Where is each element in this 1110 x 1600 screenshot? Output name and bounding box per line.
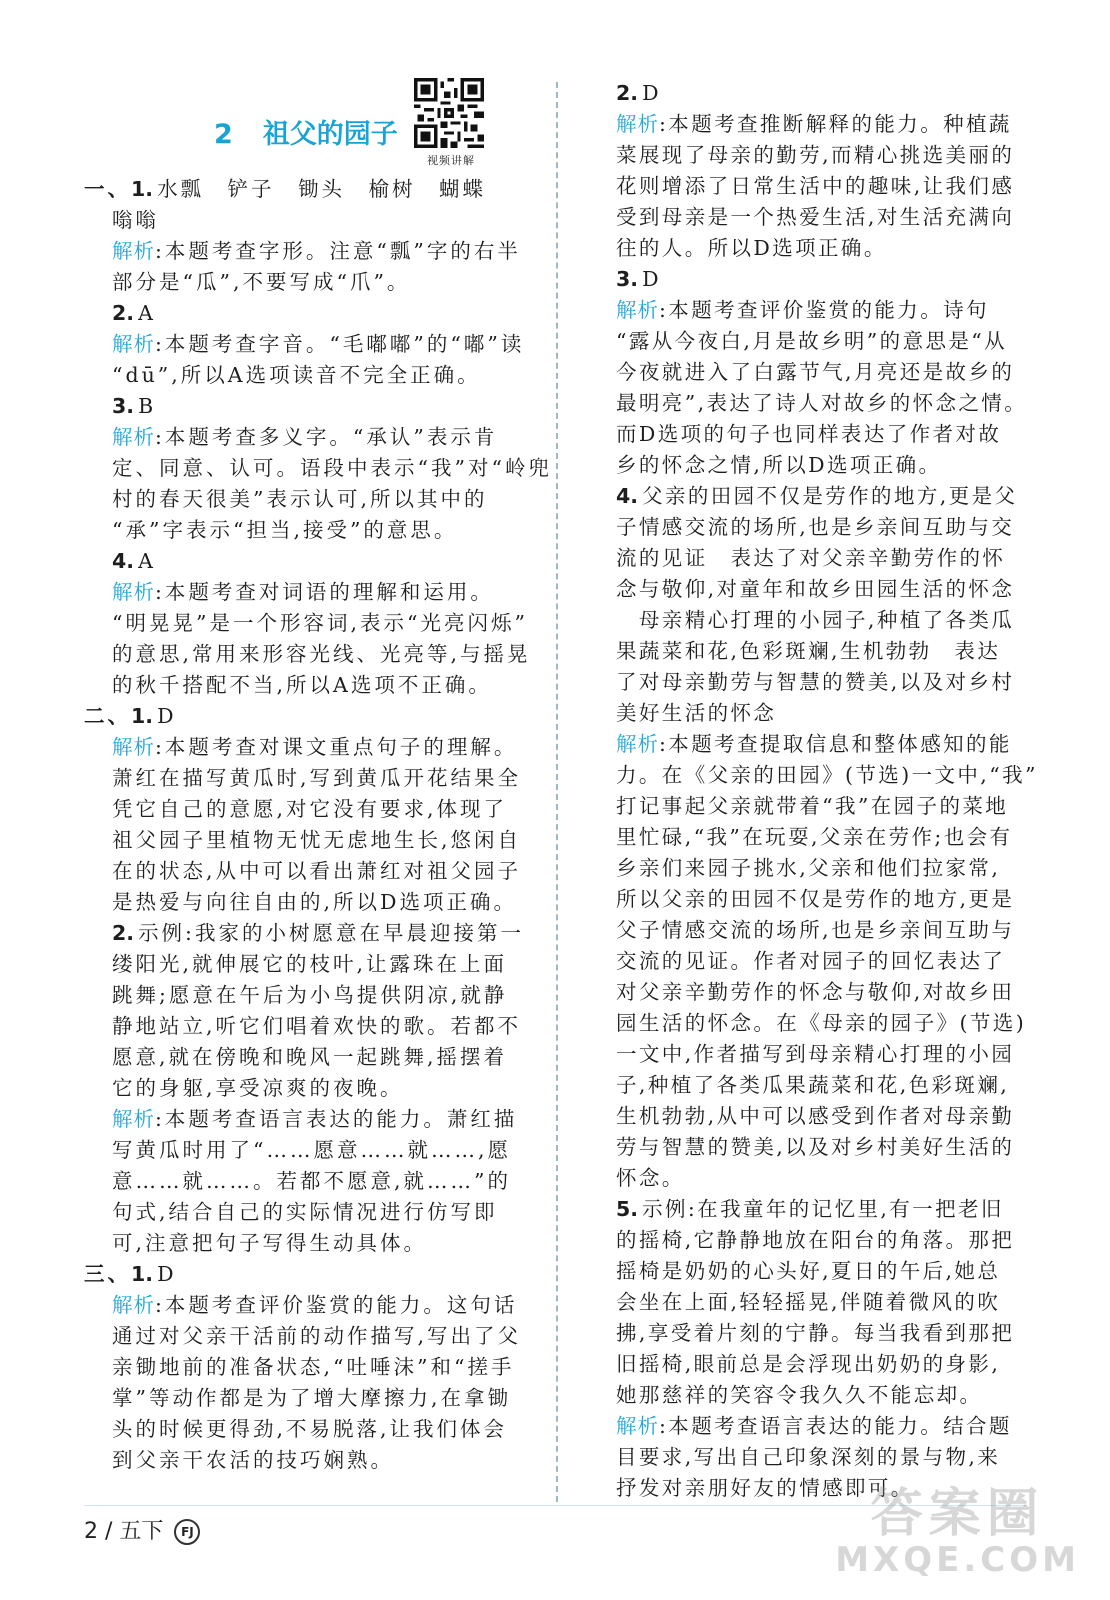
answer-line	[616, 667, 1040, 698]
answer-line	[84, 484, 544, 515]
answer-text: 对父亲辛勤劳作的怀念与敬仰,对故乡田	[616, 980, 1015, 1004]
question-number: 3.	[616, 267, 639, 291]
answer-text: A	[138, 549, 156, 573]
answer-line	[616, 636, 1040, 667]
answer-text: 花则增添了日常生活中的趣味,让我们感	[616, 174, 1015, 198]
answer-text: :本题考查对课文重点句子的理解。	[155, 735, 518, 759]
answer-text: :本题考查语言表达的能力。结合题	[659, 1414, 1012, 1438]
edition-badge-icon: FJ	[174, 1519, 200, 1545]
answer-text: 菜展现了母亲的勤劳,而精心挑选美丽的	[616, 143, 1015, 167]
right-answer-lines	[616, 78, 1040, 1504]
qr-caption: 视频讲解	[427, 154, 475, 167]
answer-line	[616, 1008, 1040, 1039]
grade-label: 五下	[119, 1519, 164, 1544]
section-marker: 一、	[84, 177, 131, 201]
answer-line	[84, 825, 544, 856]
question-number: 1.	[131, 704, 154, 728]
answer-text: 掌”等动作都是为了增大摩擦力,在拿锄	[112, 1386, 511, 1410]
answer-line	[84, 453, 552, 484]
answer-line	[616, 1225, 1040, 1256]
answer-line	[616, 1442, 1040, 1473]
answer-line	[616, 450, 1040, 481]
answer-text: 她那慈祥的笑容令我久久不能忘却。	[616, 1383, 983, 1407]
answer-line	[84, 701, 544, 732]
answer-line	[84, 329, 544, 360]
answer-text: D	[642, 81, 661, 105]
question-number: 2.	[616, 81, 639, 105]
answer-line	[616, 977, 1040, 1008]
answer-line	[84, 1073, 544, 1104]
answer-text: 写黄瓜时用了“……愿意……就……,愿	[112, 1138, 511, 1162]
answer-text: :本题考查多义字。“承认”表示肯	[155, 425, 498, 449]
answer-line	[616, 1380, 1040, 1411]
answer-line	[84, 763, 544, 794]
answer-text: 头的时候更得劲,不易脱落,让我们体会	[112, 1417, 508, 1441]
answer-text: 最明亮”,表达了诗人对故乡的怀念之情。	[616, 391, 1028, 415]
answer-line	[84, 639, 544, 670]
answer-text: 可,注意把句子写得生动具体。	[112, 1231, 428, 1255]
right-column	[616, 78, 1040, 1504]
answer-line	[616, 1256, 1040, 1287]
answer-text: 打记事起父亲就带着“我”在园子的菜地	[616, 794, 1009, 818]
question-number: 2.	[112, 301, 135, 325]
qr-code-icon	[414, 78, 484, 148]
answer-line	[616, 760, 1040, 791]
answer-line	[616, 1039, 1040, 1070]
answer-text: 一文中,作者描写到母亲精心打理的小园	[616, 1042, 1015, 1066]
analysis-tag: 解析	[112, 1293, 155, 1317]
answer-line	[616, 1163, 1040, 1194]
answer-text: 愿意,就在傍晚和晚风一起跳舞,摇摆着	[112, 1045, 508, 1069]
answer-text: 村的春天很美”表示认可,所以其中的	[112, 487, 488, 511]
answer-line	[616, 388, 1040, 419]
answer-text: 的秋千搭配不当,所以A选项不正确。	[112, 673, 492, 697]
left-column	[84, 78, 552, 1476]
site-watermark	[835, 1486, 1080, 1578]
answer-line	[616, 233, 1040, 264]
answer-line	[616, 946, 1040, 977]
answer-line	[616, 1101, 1040, 1132]
answer-text: 流的见证 表达了对父亲辛勤劳作的怀	[616, 546, 1006, 570]
answer-text: 的摇椅,它静静地放在阳台的角落。那把	[616, 1228, 1015, 1252]
answer-line	[84, 1197, 544, 1228]
answer-line	[84, 1290, 544, 1321]
answer-text: 今夜就进入了白露节气,月亮还是故乡的	[616, 360, 1015, 384]
answer-text: 交流的见证。作者对园子的回忆表达了	[616, 949, 1006, 973]
answer-line	[84, 794, 544, 825]
lesson-number: 2	[214, 119, 233, 150]
answer-line	[84, 887, 544, 918]
answer-line	[616, 1070, 1040, 1101]
answer-line	[616, 543, 1040, 574]
answer-text: 园生活的怀念。在《母亲的园子》(节选)	[616, 1011, 1027, 1035]
answer-line	[616, 574, 1040, 605]
answer-text: 定、同意、认可。语段中表示“我”对“岭兜	[112, 456, 552, 480]
section-marker: 二、	[84, 704, 131, 728]
answer-text: D	[642, 267, 661, 291]
answer-line	[84, 670, 544, 701]
answer-text: 果蔬菜和花,色彩斑斓,生机勃勃 表达	[616, 639, 1001, 663]
answer-text: 通过对父亲干活前的动作描写,写出了父	[112, 1324, 522, 1348]
answer-line	[616, 1349, 1040, 1380]
answer-line	[616, 884, 1040, 915]
answer-line	[84, 1383, 544, 1414]
answer-line	[84, 1104, 544, 1135]
answer-line	[616, 419, 1040, 450]
answer-line	[616, 295, 1040, 326]
answer-line	[616, 1287, 1040, 1318]
answer-line	[616, 109, 1040, 140]
answer-text: 劳与智慧的赞美,以及对乡村美好生活的	[616, 1135, 1015, 1159]
answer-text: 凭它自己的意愿,对它没有要求,体现了	[112, 797, 508, 821]
answer-line	[84, 577, 544, 608]
answer-text: :本题考查提取信息和整体感知的能	[659, 732, 1012, 756]
answer-text: :本题考查评价鉴赏的能力。这句话	[155, 1293, 518, 1317]
answer-text: 句式,结合自己的实际情况进行仿写即	[112, 1200, 498, 1224]
answer-text: :本题考查字音。“毛嘟嘟”的“嘟”读	[155, 332, 525, 356]
answer-text: 父亲的田园不仅是劳作的地方,更是父	[642, 484, 1018, 508]
answer-line	[84, 1445, 544, 1476]
answer-line	[616, 512, 1040, 543]
answer-text: 生机勃勃,从中可以感受到作者对母亲勤	[616, 1104, 1015, 1128]
answer-line	[84, 236, 544, 267]
answer-text: 部分是“瓜”,不要写成“爪”。	[112, 270, 411, 294]
answer-text: 嗡嗡	[112, 208, 159, 232]
analysis-tag: 解析	[112, 735, 155, 759]
answer-line	[616, 140, 1040, 171]
answer-text: “明晃晃”是一个形容词,表示“光亮闪烁”	[112, 611, 528, 635]
question-number: 2.	[112, 921, 135, 945]
lesson-header	[84, 78, 544, 172]
answer-line	[616, 202, 1040, 233]
answer-line	[84, 1166, 544, 1197]
section-marker: 三、	[84, 1262, 131, 1286]
question-number: 5.	[616, 1197, 639, 1221]
analysis-tag: 解析	[112, 239, 155, 263]
watermark-url: MXQE.COM	[835, 1540, 1080, 1580]
answer-text: :本题考查对词语的理解和运用。	[155, 580, 494, 604]
answer-text: 而D选项的句子也同样表达了作者对故	[616, 422, 1002, 446]
answer-text: 跳舞;愿意在午后为小鸟提供阴凉,就静	[112, 983, 508, 1007]
answer-line	[84, 267, 544, 298]
answer-text: 是热爱与向往自由的,所以D选项正确。	[112, 890, 517, 914]
answer-text: :本题考查评价鉴赏的能力。诗句	[659, 298, 989, 322]
question-number: 4.	[112, 549, 135, 573]
answer-line	[84, 174, 544, 205]
answer-text: 水瓢 铲子 锄头 榆树 蝴蝶	[157, 177, 487, 201]
answer-text: 受到母亲是一个热爱生活,对生活充满向	[616, 205, 1015, 229]
answer-text: 力。在《父亲的田园》(节选)一文中,“我”	[616, 763, 1038, 787]
answer-text: 乡的怀念之情,所以D选项正确。	[616, 453, 942, 477]
answer-line	[84, 298, 544, 329]
answer-text: 怀念。	[616, 1166, 685, 1190]
answer-line	[84, 608, 544, 639]
answer-text: 了对母亲勤劳与智慧的赞美,以及对乡村	[616, 670, 1015, 694]
footer-separator: /	[105, 1519, 113, 1544]
answer-text: “露从今夜白,月是故乡明”的意思是“从	[616, 329, 1008, 353]
question-number: 1.	[131, 177, 154, 201]
answer-line	[84, 1259, 544, 1290]
answer-line	[616, 78, 1040, 109]
answer-text: 亲锄地前的准备状态,“吐唾沫”和“搓手	[112, 1355, 515, 1379]
answer-text: 会坐在上面,轻轻摇晃,伴随着微风的吹	[616, 1290, 1001, 1314]
answer-text: :本题考查字形。注意“瓢”字的右半	[155, 239, 521, 263]
answer-line	[616, 791, 1040, 822]
answer-line	[84, 546, 544, 577]
answer-text: D	[157, 704, 177, 728]
analysis-tag: 解析	[616, 298, 659, 322]
answer-text: 萧红在描写黄瓜时,写到黄瓜开花结果全	[112, 766, 522, 790]
answer-line	[84, 918, 544, 949]
answer-text: 示例:在我童年的记忆里,有一把老旧	[642, 1197, 1004, 1221]
answer-line	[84, 732, 544, 763]
answer-line	[84, 949, 544, 980]
answer-text: 所以父亲的田园不仅是劳作的地方,更是	[616, 887, 1015, 911]
question-number: 4.	[616, 484, 639, 508]
answer-text: “承”字表示“担当,接受”的意思。	[112, 518, 458, 542]
answer-text: 美好生活的怀念	[616, 701, 777, 725]
answer-text: 意……就……。若都不愿意,就……”的	[112, 1169, 511, 1193]
answer-line	[84, 1352, 544, 1383]
answer-line	[616, 481, 1040, 512]
answer-line	[84, 1011, 544, 1042]
answer-text: 抒发对亲朋好友的情感即可。	[616, 1476, 914, 1500]
analysis-tag: 解析	[616, 1414, 659, 1438]
answer-text: 父子情感交流的场所,也是乡亲间互助与	[616, 918, 1015, 942]
answer-line	[616, 1194, 1040, 1225]
question-number: 3.	[112, 394, 135, 418]
answer-text: A	[138, 301, 156, 325]
answer-text: :本题考查推断解释的能力。种植蔬	[659, 112, 1012, 136]
answer-line	[616, 698, 1040, 729]
analysis-tag: 解析	[616, 112, 659, 136]
answer-text: 往的人。所以D选项正确。	[616, 236, 887, 260]
answer-text: 示例:我家的小树愿意在早晨迎接第一	[138, 921, 524, 945]
answer-text: 到父亲干农活的技巧娴熟。	[112, 1448, 394, 1472]
answer-text: 静地站立,听它们唱着欢快的歌。若都不	[112, 1014, 522, 1038]
analysis-tag: 解析	[112, 1107, 155, 1131]
watermark-logo-text: 答案圈	[870, 1484, 1045, 1544]
answer-text: 子情感交流的场所,也是乡亲间互助与交	[616, 515, 1015, 539]
analysis-tag: 解析	[112, 332, 155, 356]
answer-text: 它的身躯,享受凉爽的夜晚。	[112, 1076, 404, 1100]
answer-text: 目要求,写出自己印象深刻的景与物,来	[616, 1445, 1001, 1469]
answer-line	[84, 360, 544, 391]
answer-line	[84, 1414, 544, 1445]
qr-code[interactable]	[414, 78, 488, 168]
answer-line	[616, 326, 1040, 357]
lesson-name: 祖父的园子	[262, 119, 398, 150]
answer-line	[84, 1321, 544, 1352]
answer-line	[84, 1228, 544, 1259]
answer-text: 缕阳光,就伸展它的枝叶,让露珠在上面	[112, 952, 508, 976]
answer-text: :本题考查语言表达的能力。萧红描	[155, 1107, 518, 1131]
answer-line	[84, 1042, 544, 1073]
answer-line	[616, 853, 1040, 884]
answer-line	[616, 1318, 1040, 1349]
answer-line	[616, 357, 1040, 388]
answer-text: 念与敬仰,对童年和故乡田园生活的怀念	[616, 577, 1015, 601]
answer-line	[616, 605, 1040, 636]
answer-line	[616, 1411, 1040, 1442]
answer-line	[84, 1135, 544, 1166]
answer-text: 在的状态,从中可以看出萧红对祖父园子	[112, 859, 522, 883]
answer-line	[616, 1132, 1040, 1163]
answer-line	[84, 515, 544, 546]
answer-line	[616, 171, 1040, 202]
page-number: 2	[84, 1519, 98, 1544]
answer-line	[84, 856, 544, 887]
answer-line	[84, 205, 544, 236]
answer-text: 祖父园子里植物无忧无虑地生长,悠闲自	[112, 828, 522, 852]
answer-line	[616, 729, 1040, 760]
answer-text: 旧摇椅,眼前总是会浮现出奶奶的身影,	[616, 1352, 1001, 1376]
answer-text: 摇椅是奶奶的心头好,夏日的午后,她总	[616, 1259, 1001, 1283]
answer-text: 拂,享受着片刻的宁静。每当我看到那把	[616, 1321, 1015, 1345]
answer-line	[616, 915, 1040, 946]
answer-text: B	[138, 394, 157, 418]
answer-line	[616, 822, 1040, 853]
answer-line	[616, 264, 1040, 295]
answer-text: 乡亲们来园子挑水,父亲和他们拉家常,	[616, 856, 1001, 880]
lesson-title	[214, 112, 398, 151]
answer-text: “dū”,所以A选项读音不完全正确。	[112, 363, 481, 387]
answer-text: D	[157, 1262, 177, 1286]
column-divider	[556, 82, 558, 1502]
answer-line	[84, 422, 544, 453]
answer-text: 的意思,常用来形容光线、光亮等,与摇晃	[112, 642, 531, 666]
answer-text: 里忙碌,“我”在玩耍,父亲在劳作;也会有	[616, 825, 1013, 849]
answer-line	[84, 980, 544, 1011]
question-number: 1.	[131, 1262, 154, 1286]
answer-text: 子,种植了各类瓜果蔬菜和花,色彩斑斓,	[616, 1073, 1010, 1097]
analysis-tag: 解析	[112, 425, 155, 449]
answer-line	[84, 391, 544, 422]
left-answer-lines	[84, 174, 552, 1476]
answer-text: 母亲精心打理的小园子,种植了各类瓜	[616, 608, 1015, 632]
analysis-tag: 解析	[616, 732, 659, 756]
analysis-tag: 解析	[112, 580, 155, 604]
